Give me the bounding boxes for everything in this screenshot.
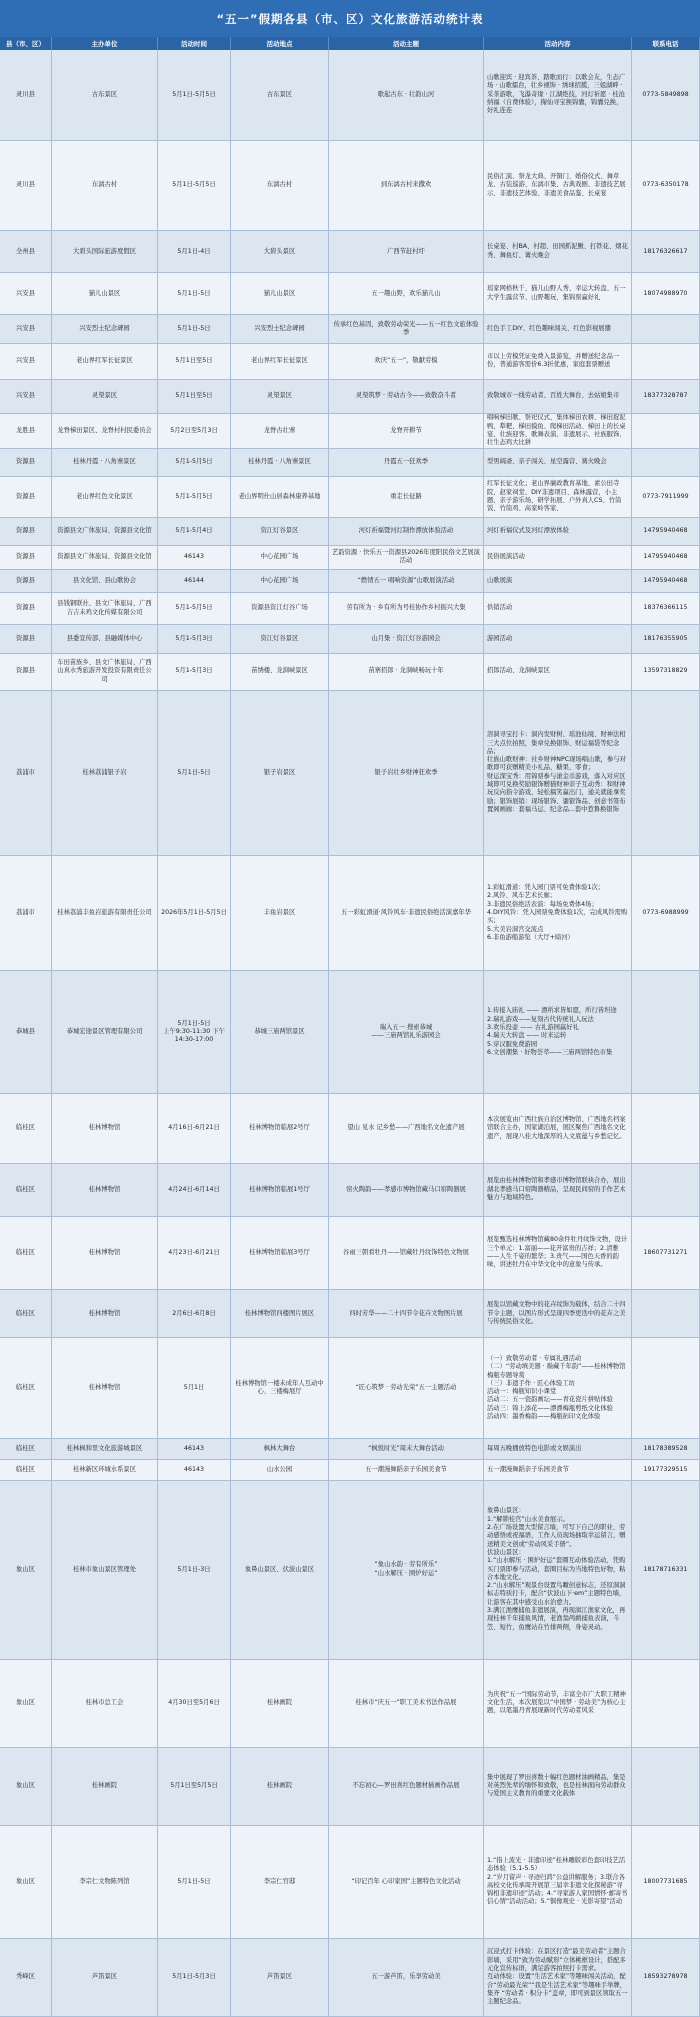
cell-time: 46143 xyxy=(158,1460,231,1480)
cell-theme: 桂林市“庆五一”职工美术书法作品展 xyxy=(329,1660,484,1747)
cell-theme: 歌起古东 · 壮韵山河 xyxy=(329,50,484,140)
page-title: “五一”假期各县（市、区）文化旅游活动统计表 xyxy=(0,0,700,37)
cell-organizer: 桂林枫和里文化旅游城景区 xyxy=(52,1439,158,1459)
table-row xyxy=(0,971,700,1094)
cell-content: 供销活动 xyxy=(484,593,632,624)
cell-content: 沉浸式打卡体验：在景区打造“最美劳动者”主题合影墙，采用“致为劳动赋形”立体桃框设计，搭配多元化宣传标语，满足游客拍照打卡需求。 互动体验：设置“生活艺术家”等趣味闯关活动，配合“劳动最光荣”“我是生活艺术家”等趣味手举牌，集齐 “劳动者 · 积分卡”盖章，即可到景区领取五一主题纪念品。 xyxy=(484,1939,632,2016)
cell-content: 集中展现了罗田喜数十幅红色题材油画精品，集是对英烈先辈的缅怀和致敬，也是桂林面向劳动群众与爱国主义教育的重要文化载体 xyxy=(484,1748,632,1825)
cell-county: 临桂区 xyxy=(0,1338,52,1438)
cell-place: 恭城三庙两馆景区 xyxy=(231,971,329,1093)
cell-phone xyxy=(632,1660,700,1747)
cell-theme: “枫悦时光”周末大舞台活动 xyxy=(329,1439,484,1459)
cell-theme: 山月集 · 资江灯谷游园会 xyxy=(329,625,484,652)
cell-content: 瑶家网格秋千、猫儿山野人秀、幸运大转盘、五一大学生露营节、山野趣玩、集锦票赢好礼 xyxy=(484,273,632,314)
cell-organizer: 老山界红军长征景区 xyxy=(52,344,158,379)
cell-county: 恭城县 xyxy=(0,971,52,1093)
cell-place: 桂林博物馆临展3号厅 xyxy=(231,1217,329,1289)
cell-content: 展览由桂林博物馆和孝感市博物馆联袂合办，展出湖北孝感马口窑陶器精品，呈现民间窑的手作艺术魅力与地域特色。 xyxy=(484,1164,632,1216)
cell-phone: 14795940468 xyxy=(632,570,700,592)
cell-theme: 五一游芦笛，乐享劳动美 xyxy=(329,1939,484,2016)
cell-phone: 14795940468 xyxy=(632,518,700,545)
cell-county: 灵川县 xyxy=(0,141,52,231)
cell-county: 资源县 xyxy=(0,477,52,517)
cell-place: 大碧头景区 xyxy=(231,231,329,272)
cell-content: 型男阔斋、亲子闯关、星空露营、篝火晚会 xyxy=(484,449,632,476)
cell-theme: 窑火陶韵——孝感市博物馆藏马口窑陶器展 xyxy=(329,1164,484,1216)
cell-place: 李宗仁官邸 xyxy=(231,1826,329,1938)
table-row xyxy=(0,518,700,546)
cell-county: 资源县 xyxy=(0,593,52,624)
cell-theme: “匠心筑梦 · 劳动光荣”五一主题活动 xyxy=(329,1338,484,1438)
cell-phone: 18376366115 xyxy=(632,593,700,624)
cell-county: 灵川县 xyxy=(0,50,52,140)
cell-place: 丰鱼岩景区 xyxy=(231,856,329,970)
cell-phone: 0773-6988999 xyxy=(632,856,700,970)
cell-time: 4月16日-6月21日 xyxy=(158,1094,231,1162)
cell-content: 展览以馆藏文物中的花卉纹饰为载体，结合二十四节令主题，以图片形式呈现四季更迭中的花卉之美与传统民俗文化。 xyxy=(484,1290,632,1337)
cell-place: 山水公园 xyxy=(231,1460,329,1480)
header-phone: 联系电话 xyxy=(632,37,700,50)
table-row xyxy=(0,593,700,625)
cell-theme: 广西节赶村圩 xyxy=(329,231,484,272)
header-organizer: 主办单位 xyxy=(52,37,158,50)
cell-county: 荔浦市 xyxy=(0,691,52,855)
cell-county: 资源县 xyxy=(0,449,52,476)
cell-content: 1.“指上流光 · 非遗印迹”桂林雕版彩色套印技艺活态体验（5.1-5.5） 2.“岁月留声 · 寻迹归鸿”公益讲解服务；3.联合各高校文化传承周开展第三届幸非遗文化探秘游“寻锦相非遗印迹”活动；4.“寻家游人家国情怀·邮寄书信心情”活动活动；5.“铜像观史 · 光影寄望”活动 xyxy=(484,1826,632,1938)
table-row xyxy=(0,546,700,569)
cell-content: 每周五晚播放特色电影或文娱演出 xyxy=(484,1439,632,1459)
cell-organizer: 桂林博物馆 xyxy=(52,1094,158,1162)
cell-time: 5月1日至5月5日 xyxy=(158,1748,231,1825)
cell-time: 5月1-5月3日 xyxy=(158,654,231,690)
table-row xyxy=(0,1290,700,1338)
cell-theme: 到东漓古村来撒欢 xyxy=(329,141,484,231)
table-row xyxy=(0,344,700,380)
cell-organizer: 县钱钢联社、县文广体旅局、广西吉吉未鸡文化传媒有限公司 xyxy=(52,593,158,624)
cell-organizer: 桂林荔浦丰鱼岩旅游有限责任公司 xyxy=(52,856,158,970)
cell-theme: 劳有所为 · 乡有所为号桂协作乡村振兴大集 xyxy=(329,593,484,624)
cell-place: 老山界明仕山居森林康养基地 xyxy=(231,477,329,517)
table-row xyxy=(0,414,700,449)
cell-content: 红军长征文化；老山界廉政教育基地、素公田寺院、赵家祠堂、DIY非遗项目、森林露营，小主题、亲子游乐场，研学拓展、户外真人CS、竹筒饭、竹筒鸡、高家岭客家、 xyxy=(484,477,632,517)
cell-county: 临桂区 xyxy=(0,1439,52,1459)
header-theme: 活动主题 xyxy=(329,37,484,50)
table-row xyxy=(0,691,700,856)
cell-county: 象山区 xyxy=(0,1481,52,1659)
cell-phone: 18178716331 xyxy=(632,1481,700,1659)
cell-time: 2月6日-6月8日 xyxy=(158,1290,231,1337)
cell-county: 荔浦市 xyxy=(0,856,52,970)
cell-content: 致敬城市一线劳动者、百姓大舞台、去姑娘集市 xyxy=(484,380,632,414)
cell-time: 5月1-5月5日 xyxy=(158,477,231,517)
cell-organizer: 猫儿山景区 xyxy=(52,273,158,314)
cell-theme: “燃情五一 唱响资源”山歌展演活动 xyxy=(329,570,484,592)
cell-phone xyxy=(632,414,700,448)
cell-time: 4月30日至5月6日 xyxy=(158,1660,231,1747)
header-place: 活动地点 xyxy=(231,37,329,50)
cell-phone: 0773-5849898 xyxy=(632,50,700,140)
table-row xyxy=(0,380,700,415)
cell-time: 5月1日-5日 xyxy=(158,1826,231,1938)
cell-content: 为庆祝“五一”国际劳动节，丰富全市广大职工精神文化生活，本次展览以“中国梦 · 劳动美”为核心主题，以笔墨丹青展现新时代劳动者风采 xyxy=(484,1660,632,1747)
cell-county: 兴安县 xyxy=(0,380,52,414)
cell-theme: 龙脊开耕节 xyxy=(329,414,484,448)
cell-theme: 银子岩壮乡财神狂欢季 xyxy=(329,691,484,855)
table-row xyxy=(0,1164,700,1217)
cell-place: 桂林博物馆一楼未成年人互动中心、三楼梅展厅 xyxy=(231,1338,329,1438)
cell-time: 5月1日-5日 上午9:30-11:30 下午14:30-17:00 xyxy=(158,971,231,1093)
cell-content: 红色手工DIY、红色趣味闯关、红色影视展播 xyxy=(484,315,632,342)
cell-theme: 灵渠筑梦 · 劳动古今——致敬奋斗者 xyxy=(329,380,484,414)
cell-county: 象山区 xyxy=(0,1826,52,1938)
cell-phone xyxy=(632,1290,700,1337)
cell-place: 桂林画院 xyxy=(231,1748,329,1825)
cell-place: 苗绣楼、龙洞峡景区 xyxy=(231,654,329,690)
cell-content: 招郎活动、龙洞峡景区 xyxy=(484,654,632,690)
cell-time: 5月1日-5月3日 xyxy=(158,1939,231,2016)
cell-content: 民俗汇演、祭龙大典、开铜门、婚俗仪式、舞草龙、古装巡游、东漓市集、古典戏剧、非遗技艺展示、非遗技艺体验、非遗美食品鉴、长桌宴 xyxy=(484,141,632,231)
cell-county: 临桂区 xyxy=(0,1217,52,1289)
cell-organizer: 恭城宏途景区管理有限公司 xyxy=(52,971,158,1093)
cell-phone xyxy=(632,344,700,379)
cell-organizer: 桂林新区环城水系景区 xyxy=(52,1460,158,1480)
header-content: 活动内容 xyxy=(484,37,632,50)
cell-phone: 14795940468 xyxy=(632,546,700,568)
table-row xyxy=(0,1460,700,1481)
table-row xyxy=(0,50,700,141)
cell-county: 临桂区 xyxy=(0,1164,52,1216)
cell-time: 5月1日-5日 xyxy=(158,691,231,855)
table-row xyxy=(0,625,700,653)
cell-organizer: 灵渠景区 xyxy=(52,380,158,414)
cell-place: 芦笛景区 xyxy=(231,1939,329,2016)
cell-place: 资江灯谷景区 xyxy=(231,625,329,652)
cell-place: 银子岩景区 xyxy=(231,691,329,855)
cell-content: 唱响梯田歌、祭祀仪式、集体梯田农耕、梯田捉泥鸭、犁耙、梯田摸鱼、爬梯田活动、梯田上的长桌宴、壮族迎客、歌舞表演、非遗展示、社族服饰、壮生态鸡大比拼 xyxy=(484,414,632,448)
table-row xyxy=(0,231,700,273)
cell-organizer: 桂林画院 xyxy=(52,1748,158,1825)
cell-theme: “象山水韵 · 劳有所乐” “山水解压 · 围炉好运” xyxy=(329,1481,484,1659)
cell-organizer: 桂林博物馆 xyxy=(52,1338,158,1438)
cell-theme: 五一潮漫舞蹈亲子乐园美食节 xyxy=(329,1460,484,1480)
cell-county: 兴安县 xyxy=(0,273,52,314)
cell-organizer: 桂林市象山景区管理处 xyxy=(52,1481,158,1659)
cell-county: 象山区 xyxy=(0,1660,52,1747)
cell-county: 秀峰区 xyxy=(0,1939,52,2016)
cell-place: 龙脊古壮寨 xyxy=(231,414,329,448)
cell-county: 兴安县 xyxy=(0,315,52,342)
table-row xyxy=(0,141,700,232)
table-row xyxy=(0,315,700,343)
cell-time: 5月1-5月3日 xyxy=(158,625,231,652)
cell-theme: “印记百年 心印家国”主题特色文化活动 xyxy=(329,1826,484,1938)
cell-theme: 五一趣山野，欢乐猫儿山 xyxy=(329,273,484,314)
cell-organizer: 县文化馆、县山歌协会 xyxy=(52,570,158,592)
table-row xyxy=(0,1094,700,1163)
cell-county: 资源县 xyxy=(0,625,52,652)
table-row xyxy=(0,1748,700,1826)
cell-place: 中心花园广场 xyxy=(231,570,329,592)
cell-theme: 五一彩虹滑道·风铃风车·非遗民俗绝活演嘉年华 xyxy=(329,856,484,970)
cell-county: 全州县 xyxy=(0,231,52,272)
cell-organizer: 资源县文广体旅局、资源县文化馆 xyxy=(52,546,158,568)
cell-phone: 18074988970 xyxy=(632,273,700,314)
cell-place: 灵渠景区 xyxy=(231,380,329,414)
table-row xyxy=(0,856,700,971)
cell-place: 老山界红军长征景区 xyxy=(231,344,329,379)
cell-phone xyxy=(632,691,700,855)
cell-phone: 18377328787 xyxy=(632,380,700,414)
cell-phone xyxy=(632,315,700,342)
cell-time: 4月24日-6月14日 xyxy=(158,1164,231,1216)
table-row xyxy=(0,1826,700,1939)
cell-organizer: 桂林市总工会 xyxy=(52,1660,158,1747)
table-row xyxy=(0,1481,700,1660)
cell-phone: 0773-6350178 xyxy=(632,141,700,231)
cell-phone xyxy=(632,971,700,1093)
cell-phone: 18178389528 xyxy=(632,1439,700,1459)
cell-content: 河灯祈福仪式及河灯漂放体验 xyxy=(484,518,632,545)
cell-content: 溶洞寻宝打卡：洞内发财树、瑶池仙境、财神法相三大点位拍照，集章兑换银饰、财运福袋等纪念品； 壮族山歌财神：社乡财神NPC现场唱山歌，参与对歌即可获赠精美小礼品、糖果、零食； 财运深宝秀：用锦票参与滚金币游戏，落入对应区域即可兑换奖励银饰赠猫财神亲子互动秀：和财神玩反向指令游戏，轻松搞笑赢出门，通关就能拿奖励；银饰展销：现场银饰、鎏银饰品、创意书签布置阁画廊：套福马运、纪念品...套中惹鲁换银饰 xyxy=(484,691,632,855)
header-county: 县（市、区） xyxy=(0,37,52,50)
cell-phone: 13597318829 xyxy=(632,654,700,690)
table-row xyxy=(0,1660,700,1748)
cell-place: 桂林博物馆四楼图片展区 xyxy=(231,1290,329,1337)
cell-place: 兴安烈士纪念碑园 xyxy=(231,315,329,342)
table-body xyxy=(0,50,700,2017)
cell-organizer: 龙脊梯田景区、龙脊村村民委员会 xyxy=(52,414,158,448)
cell-phone: 0773-7911999 xyxy=(632,477,700,517)
cell-time: 5月1日-5月5日 xyxy=(158,141,231,231)
cell-phone xyxy=(632,1338,700,1438)
cell-theme: 欢庆“五一”，敬献劳模 xyxy=(329,344,484,379)
cell-time: 5月1-5月5日 xyxy=(158,593,231,624)
cell-place: 资源县资江灯谷广场 xyxy=(231,593,329,624)
cell-theme: 瑞入五一 搜索恭城 ——三庙两馆礼乐游园会 xyxy=(329,971,484,1093)
cell-place: 古东景区 xyxy=(231,50,329,140)
cell-time: 46143 xyxy=(158,1439,231,1459)
cell-content: 民俗展演活动 xyxy=(484,546,632,568)
cell-content: 1.彩虹滑道：凭入园门票可免费体验1次； 2.风铃、风车艺术长廊； 3.非遗民俗绝活表演：每场免费体4场； 4.DIY风铃：凭入园票免费体验1次，完成风铃需购买； 5.大美岩洞宫交流点 6.非鱼游船游览（大厅+暗河） xyxy=(484,856,632,970)
cell-organizer: 大碧头国际旅游度假区 xyxy=(52,231,158,272)
cell-theme: 苗寨招郎 · 龙洞峡畅玩十年 xyxy=(329,654,484,690)
cell-content: 山歌迎宾 · 迎宾茶、踏歌而行：以歌会友，生态广场 · 山歌擂台，壮乡褪饰 · 绣球招揽，三姐湖畔 · 采茶游歌，飞瀑奇缘 · 江湖绝技，河灯祈愿 · 桂沧纳福（自费体验），掬仙寻宝换锦囊，锦囊兑换，好礼连连 xyxy=(484,50,632,140)
cell-time: 5月1日-5月5日 xyxy=(158,50,231,140)
cell-phone: 18607731271 xyxy=(632,1217,700,1289)
table-row xyxy=(0,1939,700,2017)
cell-organizer: 县委宣传部、县融媒体中心 xyxy=(52,625,158,652)
cell-content: 市以上劳模凭证免费入景游览，并赠送纪念品一份，普通游客需价6.3折优惠，家庭套票赠送 xyxy=(484,344,632,379)
cell-organizer: 资源县文广体旅局、资源县文化馆 xyxy=(52,518,158,545)
cell-organizer: 李宗仁文物陈列馆 xyxy=(52,1826,158,1938)
cell-place: 资江灯谷景区 xyxy=(231,518,329,545)
cell-place: 猫儿山景区 xyxy=(231,273,329,314)
cell-time: 5月1日至5日 xyxy=(158,380,231,414)
cell-content: 长桌宴、村BA、村超、田园抓泥鳅、打铁花、烟花秀、舞鱼灯、篝火晚会 xyxy=(484,231,632,272)
cell-organizer: 桂林荔浦银子岩 xyxy=(52,691,158,855)
table-row xyxy=(0,1217,700,1290)
cell-time: 5月1日 xyxy=(158,1338,231,1438)
cell-place: 枫林大舞台 xyxy=(231,1439,329,1459)
cell-theme: 丹霞五一狂欢季 xyxy=(329,449,484,476)
table-row xyxy=(0,570,700,593)
cell-theme: 四时芳华——二十四节令花卉文物图片展 xyxy=(329,1290,484,1337)
cell-phone xyxy=(632,449,700,476)
cell-content: 本次展览由广西壮族自治区博物馆、广西地名档案馆联合主办，国家湖泊展，展区聚焦广西地名文化遗产，展现八桂大地深厚的人文底蕴与乡愁记忆。 xyxy=(484,1094,632,1162)
cell-content: 1.传接入庙礼 —— 漂所求皆如愿，所行皆坦途 2.瑞礼游戏——复刻古代传统礼人玩法 3.欢乐投壶 —— 古礼游园赢好礼 4.瑞天大转盘 —— 时来运转 5.穿汉服免费游园 6.文创潮集 · 好物荟萃——三庙两馆特色市集 xyxy=(484,971,632,1093)
cell-content: 山歌展演 xyxy=(484,570,632,592)
cell-time: 5月1日-4日 xyxy=(158,231,231,272)
cell-phone: 19177329515 xyxy=(632,1460,700,1480)
cell-content: 象鼻山景区： 1.“解锁桂宫”山水美食展示。 2.在广场设置大型留言墙，可写下自己的职业、劳动感悟或祝福语，工作人员现场抽取幸运留言，赠送精美文创或“劳动风采手册”。 伏波山景区： 1.“山水解压 · 围炉好运”套圈互动体验活动，凭购买门票即参与活动，套圈目标为当地特色好物，粘合本地文化。 2.“山水解压”观景台设置鸟瞰创意标志，还原洞洞标志特质打卡，配合“伏波山下·em”主题特色墙，让游客在其中感受山水治愈力。 3.满江渔鹰捕鱼非遗展演，再现漓江渔家文化，再现桂林千年捕鱼风情，老渔翁鸬鹚捕鱼表演，斗笠、短竹，鱼鹰站在竹排两侧，身姿灵动。 xyxy=(484,1481,632,1659)
cell-content: （一）致敬劳动者 · 专属礼遇活动 （二）“劳动填美器 · 巅藏千年韵”——桂林博物馆梅瓶专题导赏 （三）非遗手作 · 匠心体验工坊 活动一：梅瓶知识小课堂 活动二：五一瓷韵画坛——青花瓷片拼贴体验 活动三：锦上添花——漂漂梅瓶剪纸文化体验 活动四：墨香梅韵——梅瓶拓印文化体验 xyxy=(484,1338,632,1438)
cell-organizer: 桂林博物馆 xyxy=(52,1164,158,1216)
cell-phone xyxy=(632,1094,700,1162)
cell-organizer: 桂林丹霞 · 八角寨景区 xyxy=(52,449,158,476)
cell-place: 桂林画院 xyxy=(231,1660,329,1747)
cell-organizer: 车田苗族乡、县文广体旅局、广西山真水秀旅游开发投资有限责任公司 xyxy=(52,654,158,690)
cell-theme: 谷雨三朝看牡丹——馆藏牡丹纹饰特色文物展 xyxy=(329,1217,484,1289)
cell-place: 桂林博物馆临展2号厅 xyxy=(231,1094,329,1162)
table-row xyxy=(0,273,700,315)
cell-phone: 18176326617 xyxy=(632,231,700,272)
cell-content: 展览甄选桂林博物馆藏80余件牡丹纹饰文物，设计三个单元：1.富丽——花开富贵的吉祥；2.清雅——人生千姿的繁华；3.贵气——国色天香的韵味，讲述牡丹在中华文化中的意象与传承。 xyxy=(484,1217,632,1289)
cell-time: 4月23日-6月21日 xyxy=(158,1217,231,1289)
cell-time: 46143 xyxy=(158,546,231,568)
cell-county: 资源县 xyxy=(0,518,52,545)
cell-phone xyxy=(632,1164,700,1216)
cell-theme: 传承红色基因，致敬劳动荣光——五一红色文旅体验季 xyxy=(329,315,484,342)
cell-phone: 18007731685 xyxy=(632,1826,700,1938)
table-row xyxy=(0,477,700,518)
cell-place: 象鼻山景区、伏波山景区 xyxy=(231,1481,329,1659)
table-row xyxy=(0,654,700,691)
cell-phone xyxy=(632,1748,700,1825)
table-header xyxy=(0,37,700,50)
cell-time: 2026年5月1日-5月5日 xyxy=(158,856,231,970)
cell-content: 游园活动 xyxy=(484,625,632,652)
cell-county: 资源县 xyxy=(0,570,52,592)
cell-county: 临桂区 xyxy=(0,1094,52,1162)
cell-county: 兴安县 xyxy=(0,344,52,379)
table-row xyxy=(0,1439,700,1460)
cell-county: 临桂区 xyxy=(0,1290,52,1337)
cell-organizer: 桂林博物馆 xyxy=(52,1217,158,1289)
cell-county: 资源县 xyxy=(0,546,52,568)
cell-phone: 18593278978 xyxy=(632,1939,700,2016)
cell-organizer: 兴安烈士纪念碑园 xyxy=(52,315,158,342)
cell-county: 龙胜县 xyxy=(0,414,52,448)
cell-place: 东漓古村 xyxy=(231,141,329,231)
cell-time: 5月2日至5月3日 xyxy=(158,414,231,448)
cell-place: 桂林丹霞 · 八角寨景区 xyxy=(231,449,329,476)
cell-time: 46144 xyxy=(158,570,231,592)
cell-phone: 18176355905 xyxy=(632,625,700,652)
cell-place: 桂林博物馆临展1号厅 xyxy=(231,1164,329,1216)
cell-county: 临桂区 xyxy=(0,1460,52,1480)
cell-county: 象山区 xyxy=(0,1748,52,1825)
cell-organizer: 古东景区 xyxy=(52,50,158,140)
cell-time: 5月1-5月4日 xyxy=(158,518,231,545)
cell-theme: 望山 见水 记乡愁——广西地名文化遗产展 xyxy=(329,1094,484,1162)
cell-theme: 河灯祈福暨河灯制作漂放体验活动 xyxy=(329,518,484,545)
cell-organizer: 老山界红色文化景区 xyxy=(52,477,158,517)
table-row xyxy=(0,1338,700,1439)
cell-time: 5月1-5月5日 xyxy=(158,449,231,476)
cell-organizer: 东漓古村 xyxy=(52,141,158,231)
cell-place: 中心花园广场 xyxy=(231,546,329,568)
cell-content: 五一潮漫舞蹈亲子乐园美食节 xyxy=(484,1460,632,1480)
cell-theme: 不忘初心—罗田喜红色题材插画作品展 xyxy=(329,1748,484,1825)
header-time: 活动时间 xyxy=(158,37,231,50)
cell-theme: 艺韵资源 · 快乐五一资源县2026年度阳民俗文艺展演活动 xyxy=(329,546,484,568)
cell-organizer: 芦笛景区 xyxy=(52,1939,158,2016)
cell-time: 5月1日-3日 xyxy=(158,1481,231,1659)
cell-time: 5月1日至5日 xyxy=(158,344,231,379)
cell-time: 5月1日-5日 xyxy=(158,273,231,314)
cell-county: 资源县 xyxy=(0,654,52,690)
cell-time: 5月1日-5日 xyxy=(158,315,231,342)
cell-organizer: 桂林博物馆 xyxy=(52,1290,158,1337)
table-row xyxy=(0,449,700,477)
cell-theme: 重走长征路 xyxy=(329,477,484,517)
